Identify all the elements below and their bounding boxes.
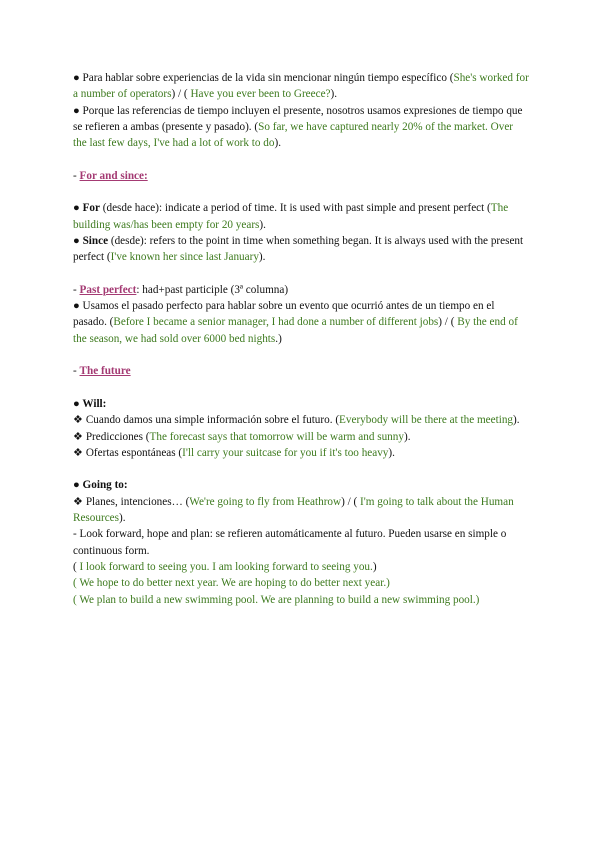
example: I look forward to seeing you. I am looking forward to seeing you. bbox=[79, 560, 373, 573]
subheading-going-to: ● Going to: bbox=[73, 479, 128, 492]
example: We're going to fly from Heathrow bbox=[189, 495, 342, 508]
paragraph-time-references: ● Porque las referencias de tiempo incluyen el presente, nosotros usamos expresiones de tiempo que se refieren a ambas (presente y pasado). (So far, we have captured nearly 20% of the market. Over the last few days, I've had a lot of work to do). bbox=[73, 104, 523, 150]
paragraph-since: ● Since (desde): refers to the point in time when something began. It is always used with the present perfect (I've known her since last January). bbox=[73, 234, 524, 264]
example: I've known her since last January bbox=[110, 251, 259, 264]
paragraph-going-to-plans: ❖ Planes, intenciones… (We're going to fly from Heathrow) / ( I'm going to talk about the Human Resources). bbox=[73, 495, 514, 525]
paragraph-look-forward: - Look forward, hope and plan: se refieren automáticamente al futuro. Pueden usarse en simple o continuous form. bbox=[73, 528, 507, 557]
example-plan: ( We plan to build a new swimming pool. We are planning to build a new swimming pool.) bbox=[73, 593, 480, 606]
example: Everybody will be there at the meeting bbox=[339, 414, 514, 427]
example-hope: ( We hope to do better next year. We are hoping to do better next year.) bbox=[73, 577, 390, 590]
section-title: Past perfect bbox=[79, 283, 137, 296]
paragraph-past-perfect: ● Usamos el pasado perfecto para hablar sobre un evento que ocurrió antes de un tiempo en el pasado. (Before I became a senior manager, I had done a number of different jobs) / ( By the end of the season, we had sold over 6000 bed nights.) bbox=[73, 300, 518, 345]
heading-the-future: - The future bbox=[73, 365, 131, 378]
example: The forecast says that tomorrow will be warm and sunny bbox=[149, 430, 404, 443]
example: She's worked for a number of operators bbox=[73, 72, 529, 101]
document-content bbox=[73, 70, 529, 608]
subheading-will: ● Will: bbox=[73, 397, 107, 410]
section-title: For and since: bbox=[79, 169, 148, 182]
example: Before I became a senior manager, I had done a number of different jobs bbox=[113, 316, 439, 329]
paragraph-experiences: ● Para hablar sobre experiencias de la vida sin mencionar ningún tiempo específico (She's worked for a number of operators) / ( Have you ever been to Greece?). bbox=[73, 72, 529, 101]
example: I'm going to talk about the Human Resources bbox=[73, 495, 514, 525]
example: By the end of the season, we had sold over 6000 bed nights bbox=[73, 316, 518, 345]
paragraph-will-offers: ❖ Ofertas espontáneas (I'll carry your suitcase for you if it's too heavy). bbox=[73, 446, 395, 459]
section-title: The future bbox=[79, 365, 131, 378]
paragraph-will-info: ❖ Cuando damos una simple información sobre el futuro. (Everybody will be there at the meeting). bbox=[73, 414, 520, 427]
example: Have you ever been to Greece? bbox=[190, 88, 331, 101]
example-look-forward: ( I look forward to seeing you. I am looking forward to seeing you.) bbox=[73, 560, 377, 573]
example: I'll carry your suitcase for you if it's too heavy bbox=[182, 446, 389, 459]
paragraph-will-predictions: ❖ Predicciones (The forecast says that tomorrow will be warm and sunny). bbox=[73, 430, 411, 443]
example: So far, we have captured nearly 20% of the market. Over the last few days, I've had a lot of work to do bbox=[73, 120, 514, 150]
paragraph-for: ● For (desde hace): indicate a period of time. It is used with past simple and present perfect (The building was/has been empty for 20 years). bbox=[73, 202, 509, 231]
example: The building was/has been empty for 20 years bbox=[73, 202, 509, 231]
heading-past-perfect: - Past perfect: had+past participle (3ª columna) bbox=[73, 283, 289, 296]
heading-for-and-since: - For and since: bbox=[73, 169, 148, 182]
